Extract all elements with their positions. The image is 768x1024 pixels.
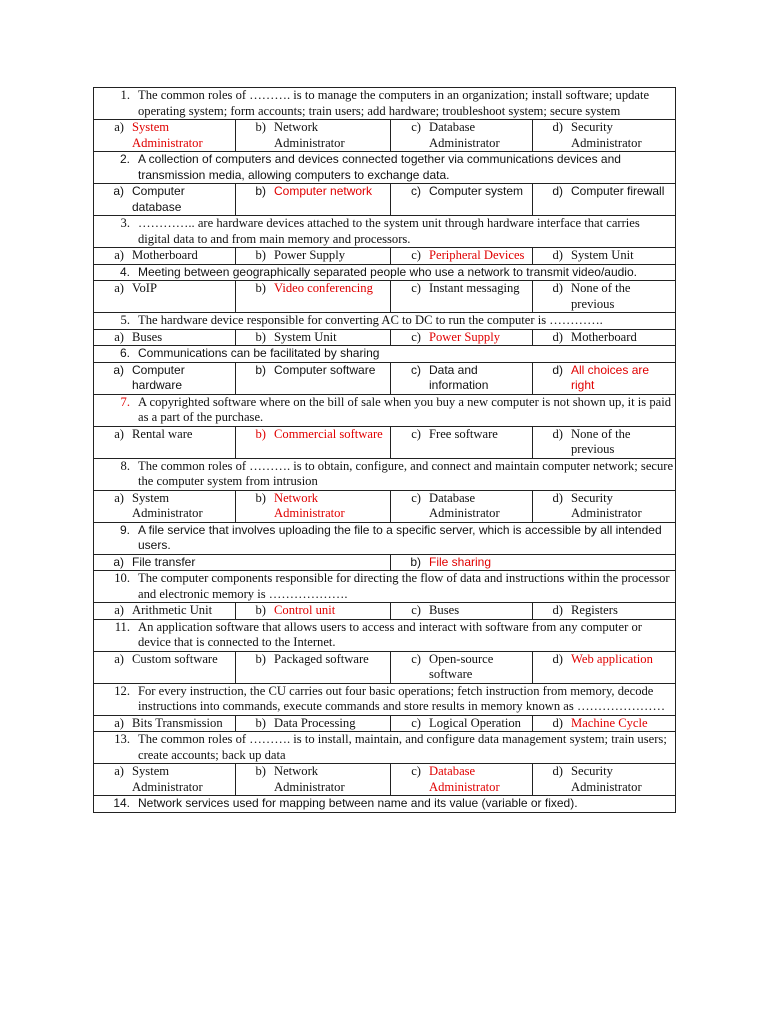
question-row (94, 732, 676, 764)
option-letter: a) (114, 120, 124, 134)
options-row (94, 426, 676, 458)
question-row (94, 619, 676, 651)
options-row (94, 764, 676, 796)
option-letter: a) (114, 248, 124, 262)
option-text: Security Administrator (571, 764, 642, 794)
option-letter: d) (552, 603, 563, 617)
question-row (94, 458, 676, 490)
option-text: System Administrator (132, 120, 203, 150)
option-text: Computer network (274, 184, 373, 198)
question-text: For every instruction, the CU carries out four basic operations; fetch instruction from memory, decode instructions into commands, execute commands and store results in memory known as ………………… (138, 683, 666, 713)
option-letter: d) (552, 281, 563, 295)
option-text: VoIP (132, 281, 157, 295)
option-text: Bits Transmission (132, 715, 223, 730)
option-letter: a) (114, 490, 124, 505)
question-number: 1. (120, 88, 130, 102)
option-letter: d) (552, 362, 563, 377)
option-letter: a) (114, 651, 124, 666)
question-text: The hardware device responsible for converting AC to DC to run the computer is …………. (138, 313, 603, 327)
question-number: 12. (114, 683, 130, 698)
option-letter: c) (411, 362, 421, 377)
question-text: A file service that involves uploading the file to a specific server, which is accessible by all intended users. (138, 522, 662, 552)
option-letter: c) (411, 426, 421, 441)
option-text: Database Administrator (429, 764, 500, 794)
options-row (94, 554, 676, 571)
option-letter: c) (411, 715, 421, 730)
option-text: Buses (429, 603, 460, 617)
question-number: 5. (120, 313, 130, 327)
question-text: An application software that allows users to access and interact with software from any computer or device that is connected to the Internet. (138, 619, 642, 649)
option-text: System Unit (571, 248, 634, 262)
question-number: 6. (119, 346, 130, 360)
question-number: 10. (114, 571, 130, 585)
options-row (94, 281, 676, 313)
question-row (94, 394, 676, 426)
question-row (94, 522, 676, 554)
option-letter: b) (255, 248, 266, 262)
option-letter: d) (552, 490, 563, 505)
options-row (94, 329, 676, 346)
option-text: Machine Cycle (571, 715, 648, 730)
question-row (94, 571, 676, 603)
option-letter: d) (552, 715, 563, 730)
option-text: Computer system (429, 184, 524, 198)
option-letter: c) (411, 248, 421, 262)
option-text: Web application (571, 651, 653, 666)
question-text: ………….. are hardware devices attached to the system unit through hardware interface that carries digital data to and from main memory and processors. (138, 216, 640, 246)
option-letter: a) (113, 362, 124, 377)
option-text: File transfer (132, 554, 196, 569)
option-text: Security Administrator (571, 120, 642, 150)
option-text: Data and information (429, 362, 489, 392)
option-letter: a) (114, 329, 124, 344)
question-number: 14. (113, 796, 130, 810)
question-text: The common roles of ………. is to install, maintain, and configure data management system; train users; create accounts; back up data (138, 732, 667, 762)
question-number: 13. (114, 732, 130, 746)
option-letter: d) (552, 426, 563, 441)
option-letter: c) (411, 651, 421, 666)
option-text: Data Processing (274, 715, 356, 730)
option-letter: a) (114, 764, 124, 778)
question-row (94, 264, 676, 281)
option-text: Database Administrator (429, 490, 500, 520)
question-row (94, 313, 676, 330)
option-letter: c) (411, 764, 421, 778)
option-text: None of the previous (571, 281, 631, 311)
option-letter: d) (552, 120, 563, 134)
question-number: 11. (114, 619, 130, 634)
option-letter: b) (255, 715, 266, 730)
question-text: A collection of computers and devices connected together via communications devices and transmission media, allowing computers to exchange data. (138, 152, 621, 182)
option-letter: b) (255, 362, 266, 377)
option-text: All choices are right (571, 362, 650, 392)
option-text: Power Supply (274, 248, 346, 262)
option-text: Control unit (274, 603, 336, 617)
option-letter: a) (113, 554, 124, 569)
option-letter: c) (411, 184, 421, 198)
option-letter: d) (552, 329, 563, 344)
option-text: Network Administrator (274, 764, 345, 794)
option-letter: c) (411, 281, 421, 295)
options-row (94, 120, 676, 152)
option-letter: d) (552, 184, 563, 198)
question-number: 2. (119, 152, 130, 166)
option-text: Buses (132, 329, 163, 344)
options-row (94, 715, 676, 732)
options-row (94, 490, 676, 522)
options-row (94, 248, 676, 265)
question-text: The common roles of ………. is to manage the computers in an organization; install software; update operating system; form accounts; train users; add hardware; troubleshoot system; secure system (138, 88, 650, 118)
option-letter: b) (255, 764, 266, 778)
question-row (94, 796, 676, 813)
option-text: Open-source software (429, 651, 494, 681)
question-text: The computer components responsible for directing the flow of data and instructions within the processor and electronic memory is ………………. (138, 571, 670, 601)
option-text: Rental ware (132, 426, 193, 441)
option-text: Motherboard (571, 329, 637, 344)
option-text: System Administrator (132, 764, 203, 794)
question-text: The common roles of ………. is to obtain, configure, and connect and maintain computer network; secure the computer system from intrusion (138, 458, 674, 488)
question-row (94, 216, 676, 248)
option-text: Network Administrator (274, 490, 345, 520)
option-letter: c) (411, 120, 421, 134)
option-letter: b) (255, 120, 266, 134)
option-letter: b) (255, 651, 266, 666)
option-letter: b) (255, 329, 266, 344)
question-text: Meeting between geographically separated people who use a network to transmit video/audio. (138, 264, 637, 279)
option-letter: a) (114, 426, 124, 441)
question-number: 7. (120, 394, 130, 409)
question-row (94, 683, 676, 715)
question-number: 3. (120, 216, 130, 230)
option-letter: a) (114, 281, 124, 295)
option-text: Packaged software (274, 651, 369, 666)
option-text: Commercial software (274, 426, 383, 441)
option-letter: b) (255, 603, 266, 617)
question-number: 8. (120, 458, 130, 473)
option-text: Video conferencing (274, 281, 373, 295)
quiz-table (93, 87, 676, 813)
option-text: Security Administrator (571, 490, 642, 520)
option-text: Registers (571, 603, 618, 617)
option-text: Logical Operation (429, 715, 521, 730)
option-text: System Administrator (132, 490, 203, 520)
options-row (94, 362, 676, 394)
option-letter: b) (255, 184, 266, 198)
option-letter: a) (114, 715, 124, 730)
option-text: Instant messaging (429, 281, 520, 295)
question-text: Network services used for mapping between name and its value (variable or fixed). (138, 796, 578, 810)
option-text: Custom software (132, 651, 218, 666)
option-text: Database Administrator (429, 120, 500, 150)
option-text: System Unit (274, 329, 337, 344)
option-text: Computer software (274, 362, 376, 377)
option-text: Computer database (132, 184, 185, 214)
option-letter: c) (411, 490, 421, 505)
question-number: 4. (119, 264, 130, 279)
option-text: Free software (429, 426, 498, 441)
option-text: Motherboard (132, 248, 198, 262)
option-letter: b) (410, 554, 421, 569)
option-text: Network Administrator (274, 120, 345, 150)
option-text: None of the previous (571, 426, 631, 456)
options-row (94, 603, 676, 620)
option-letter: a) (114, 603, 124, 617)
option-letter: d) (552, 764, 563, 778)
option-text: Arithmetic Unit (132, 603, 213, 617)
question-text: A copyrighted software where on the bill of sale when you buy a new computer is not shown up, it is paid as a part of the purchase. (138, 394, 672, 424)
option-text: Computer hardware (132, 362, 185, 392)
question-text: Communications can be facilitated by sharing (138, 346, 380, 360)
question-row (94, 88, 676, 120)
option-letter: c) (411, 603, 421, 617)
option-letter: d) (552, 248, 563, 262)
option-letter: b) (255, 490, 266, 505)
option-letter: a) (113, 184, 124, 198)
option-text: File sharing (429, 554, 492, 569)
option-text: Power Supply (429, 329, 501, 344)
option-letter: b) (255, 426, 266, 441)
option-letter: b) (255, 281, 266, 295)
option-letter: c) (411, 329, 421, 344)
options-row (94, 184, 676, 216)
question-row (94, 346, 676, 363)
question-number: 9. (119, 522, 130, 537)
option-text: Peripheral Devices (429, 248, 525, 262)
option-text: Computer firewall (571, 184, 665, 198)
options-row (94, 651, 676, 683)
option-letter: d) (552, 651, 563, 666)
question-row (94, 152, 676, 184)
